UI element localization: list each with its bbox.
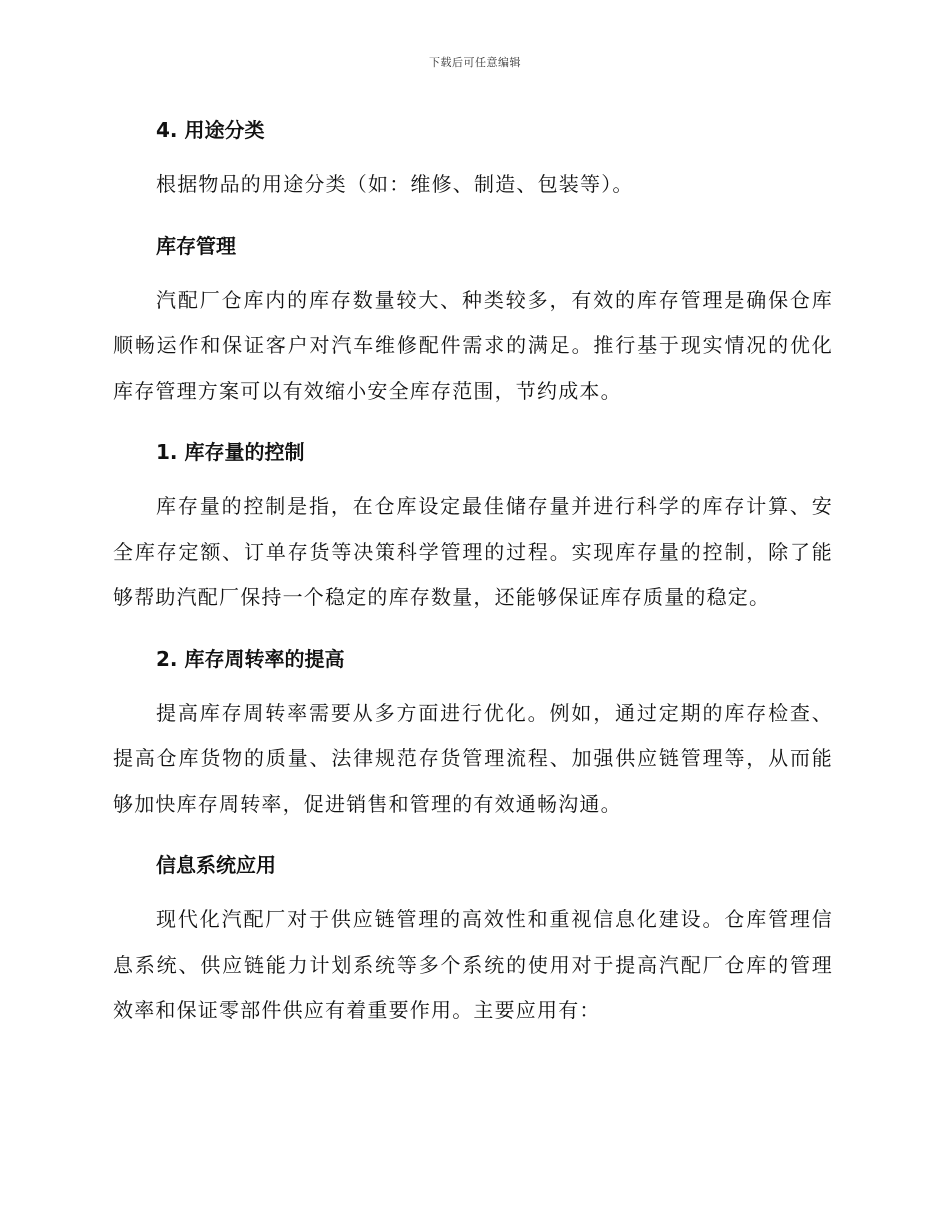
paragraph-inventory-management: 汽配厂仓库内的库存数量较大、种类较多，有效的库存管理是确保仓库顺畅运作和保证客户对汽车维修配件需求的满足。推行基于现实情况的优化库存管理方案可以有效缩小安全库存范围，节约成本。 <box>113 287 833 403</box>
heading-turnover-rate: 2. 库存周转率的提高 <box>156 646 345 671</box>
page-header: 下载后可任意编辑 <box>429 56 521 69</box>
paragraph-turnover-rate: 提高库存周转率需要从多方面进行优化。例如，通过定期的库存检查、提高仓库货物的质量、法律规范存货管理流程、加强供应链管理等，从而能够加快库存周转率，促进销售和管理的有效通畅沟通。 <box>113 700 833 816</box>
heading-usage-classification: 4. 用途分类 <box>156 118 265 142</box>
paragraph-inventory-control: 库存量的控制是指，在仓库设定最佳储存量并进行科学的库存计算、安全库存定额、订单存货等决策科学管理的过程。实现库存量的控制，除了能够帮助汽配厂保持一个稳定的库存数量，还能够保证库存质量的稳定。 <box>113 494 833 609</box>
document-body <box>113 112 833 1034</box>
heading-inventory-management: 库存管理 <box>156 233 236 258</box>
heading-information-systems: 信息系统应用 <box>156 853 276 877</box>
paragraph-information-systems: 现代化汽配厂对于供应链管理的高效性和重视信息化建设。仓库管理信息系统、供应链能力计划系统等多个系统的使用对于提高汽配厂仓库的管理效率和保证零部件供应有着重要作用。主要应用有： <box>113 907 833 1022</box>
paragraph-usage-classification: 根据物品的用途分类（如：维修、制造、包装等）。 <box>156 172 634 196</box>
heading-inventory-control: 1. 库存量的控制 <box>156 440 305 464</box>
